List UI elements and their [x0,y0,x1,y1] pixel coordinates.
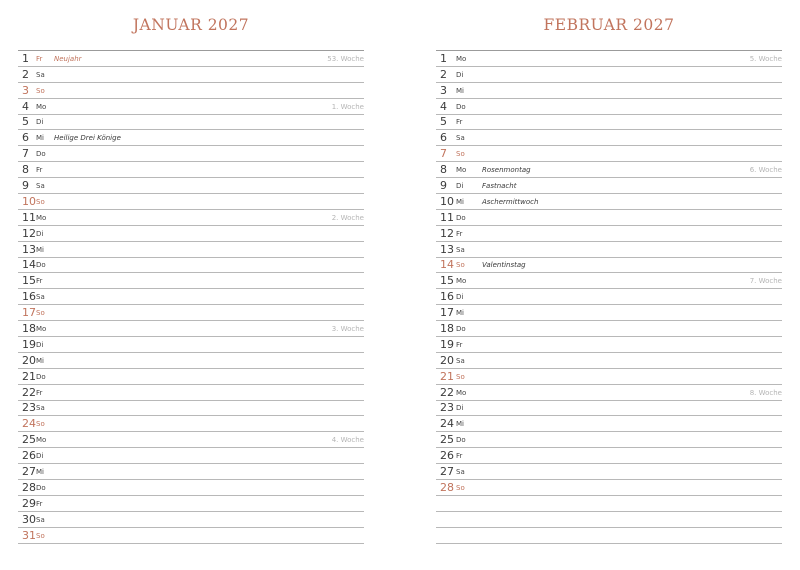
weekday-label: Fr [36,54,43,63]
day-number: 13 [440,242,454,256]
day-row [436,305,782,321]
day-row [18,162,364,178]
weekday-label: So [36,531,45,540]
day-number: 28 [440,480,454,494]
weekday-label: Sa [36,70,45,79]
day-number: 2 [440,67,447,81]
weekday-label: Mi [456,309,464,318]
weekday-label: So [36,420,45,429]
day-number: 27 [22,465,36,479]
weekday-label: Mi [456,420,464,429]
day-number: 27 [440,465,454,479]
day-row [436,353,782,369]
holiday-note: Fastnacht [482,182,517,191]
day-row [18,210,364,226]
day-row [436,115,782,131]
weekday-label: Sa [456,134,465,143]
day-row [436,51,782,67]
day-row [18,496,364,512]
weekday-label: Sa [456,356,465,365]
day-number: 28 [22,480,36,494]
day-row [436,178,782,194]
day-row [436,99,782,115]
day-number: 18 [440,322,454,336]
day-number: 26 [22,449,36,463]
holiday-note: Heilige Drei Könige [54,134,121,143]
day-number: 22 [22,385,36,399]
week-number-label: 8. Woche [749,388,782,397]
day-number: 26 [440,449,454,463]
day-number: 8 [22,163,29,177]
day-row [436,369,782,385]
weekday-label: Mo [36,436,47,445]
day-number: 9 [22,179,29,193]
day-row [18,273,364,289]
day-row [18,115,364,131]
weekday-label: Fr [456,340,463,349]
day-number: 12 [22,226,36,240]
day-number: 5 [22,115,29,129]
day-row [436,162,782,178]
weekday-label: Do [36,150,46,159]
weekday-label: So [36,309,45,318]
day-row [18,432,364,448]
day-row [436,210,782,226]
day-row [18,99,364,115]
weekday-label: Fr [36,388,43,397]
day-row [436,130,782,146]
weekday-label: Fr [36,499,43,508]
day-number: 1 [440,51,447,65]
weekday-label: Di [36,118,44,127]
day-row [436,321,782,337]
day-number: 24 [22,417,36,431]
day-row [436,337,782,353]
weekday-label: So [456,372,465,381]
day-number: 7 [440,147,447,161]
day-row [436,416,782,432]
week-number-label: 3. Woche [331,325,364,334]
day-row [436,385,782,401]
day-row [436,83,782,99]
weekday-label: Sa [36,293,45,302]
week-number-label: 2. Woche [331,213,364,222]
day-number: 15 [440,274,454,288]
day-number: 25 [22,433,36,447]
week-number-label: 4. Woche [331,436,364,445]
day-row [436,67,782,83]
weekday-label: Di [456,182,464,191]
day-number: 20 [22,353,36,367]
day-row [18,83,364,99]
week-number-label: 1. Woche [331,102,364,111]
day-row [436,512,782,528]
weekday-label: Di [456,293,464,302]
weekday-label: Do [456,325,466,334]
day-number: 17 [22,306,36,320]
weekday-label: Do [36,261,46,270]
weekday-label: Fr [456,229,463,238]
weekday-label: Sa [36,515,45,524]
day-number: 6 [440,131,447,145]
day-row [18,321,364,337]
day-row [18,305,364,321]
day-number: 30 [22,512,36,526]
day-number: 31 [22,528,36,542]
day-row [18,464,364,480]
day-number: 21 [440,369,454,383]
day-row [18,242,364,258]
day-number: 19 [22,337,36,351]
day-number: 24 [440,417,454,431]
day-row [18,480,364,496]
weekday-label: So [456,150,465,159]
day-row [436,258,782,274]
weekday-label: Mi [36,468,44,477]
day-row [436,242,782,258]
day-number: 13 [22,242,36,256]
day-row [18,194,364,210]
weekday-label: Fr [36,166,43,175]
day-row [436,401,782,417]
day-row [436,273,782,289]
weekday-label: Mi [36,134,44,143]
day-number: 10 [22,194,36,208]
weekday-label: Fr [456,452,463,461]
day-number: 25 [440,433,454,447]
day-number: 21 [22,369,36,383]
weekday-label: Fr [456,118,463,127]
day-number: 23 [440,401,454,415]
week-number-label: 53. Woche [327,54,364,63]
weekday-label: Di [456,70,464,79]
weekday-label: Mo [456,277,467,286]
day-row [18,353,364,369]
weekday-label: Do [456,213,466,222]
day-number: 14 [22,258,36,272]
day-list [436,50,782,544]
day-number: 3 [22,83,29,97]
day-number: 7 [22,147,29,161]
day-row [436,226,782,242]
day-row [18,67,364,83]
day-row [18,178,364,194]
weekday-label: Di [36,229,44,238]
weekday-label: So [36,197,45,206]
weekday-label: Sa [36,182,45,191]
day-row [18,369,364,385]
day-row [436,194,782,210]
day-number: 8 [440,163,447,177]
weekday-label: Mo [36,213,47,222]
weekday-label: Do [456,436,466,445]
day-row [436,528,782,544]
day-row [18,258,364,274]
day-number: 3 [440,83,447,97]
day-number: 9 [440,179,447,193]
day-row [436,464,782,480]
holiday-note: Rosenmontag [482,166,531,175]
day-number: 22 [440,385,454,399]
day-row [436,448,782,464]
day-number: 11 [440,210,454,224]
weekday-label: Do [36,483,46,492]
weekday-label: Mi [36,356,44,365]
day-row [18,385,364,401]
weekday-label: So [36,86,45,95]
day-row [18,146,364,162]
weekday-label: Di [36,340,44,349]
day-number: 12 [440,226,454,240]
weekday-label: Mo [456,388,467,397]
day-number: 5 [440,115,447,129]
holiday-note: Valentinstag [482,261,526,270]
holiday-note: Aschermittwoch [482,197,539,206]
weekday-label: Mo [456,54,467,63]
day-number: 4 [440,99,447,113]
day-row [18,289,364,305]
weekday-label: So [456,483,465,492]
week-number-label: 6. Woche [749,166,782,175]
day-row [436,432,782,448]
day-number: 16 [440,290,454,304]
weekday-label: Mi [36,245,44,254]
day-row [18,337,364,353]
day-number: 15 [22,274,36,288]
weekday-label: Mo [456,166,467,175]
day-row [436,289,782,305]
day-row [18,226,364,242]
weekday-label: Mo [36,325,47,334]
weekday-label: Mi [456,86,464,95]
day-number: 29 [22,496,36,510]
day-list [18,50,364,544]
weekday-label: Do [36,372,46,381]
day-number: 14 [440,258,454,272]
day-number: 19 [440,337,454,351]
week-number-label: 5. Woche [749,54,782,63]
weekday-label: So [456,261,465,270]
weekday-label: Fr [36,277,43,286]
holiday-note: Neujahr [54,54,82,63]
day-number: 4 [22,99,29,113]
day-row [18,512,364,528]
day-number: 6 [22,131,29,145]
day-row [18,528,364,544]
day-number: 2 [22,67,29,81]
day-number: 18 [22,322,36,336]
day-row [436,480,782,496]
weekday-label: Di [36,452,44,461]
weekday-label: Do [456,102,466,111]
day-row [18,448,364,464]
day-number: 1 [22,51,29,65]
day-number: 20 [440,353,454,367]
weekday-label: Sa [456,468,465,477]
day-number: 11 [22,210,36,224]
weekday-label: Mo [36,102,47,111]
weekday-label: Sa [36,404,45,413]
day-number: 23 [22,401,36,415]
day-number: 16 [22,290,36,304]
day-number: 10 [440,194,454,208]
week-number-label: 7. Woche [749,277,782,286]
weekday-label: Mi [456,197,464,206]
month-title: JANUAR 2027 [132,16,250,34]
weekday-label: Sa [456,245,465,254]
day-number: 17 [440,306,454,320]
day-row [436,146,782,162]
day-row [18,130,364,146]
day-row [18,401,364,417]
month-title: FEBRUAR 2027 [543,16,675,34]
day-row [18,416,364,432]
day-row [18,51,364,67]
weekday-label: Di [456,404,464,413]
day-row [436,496,782,512]
